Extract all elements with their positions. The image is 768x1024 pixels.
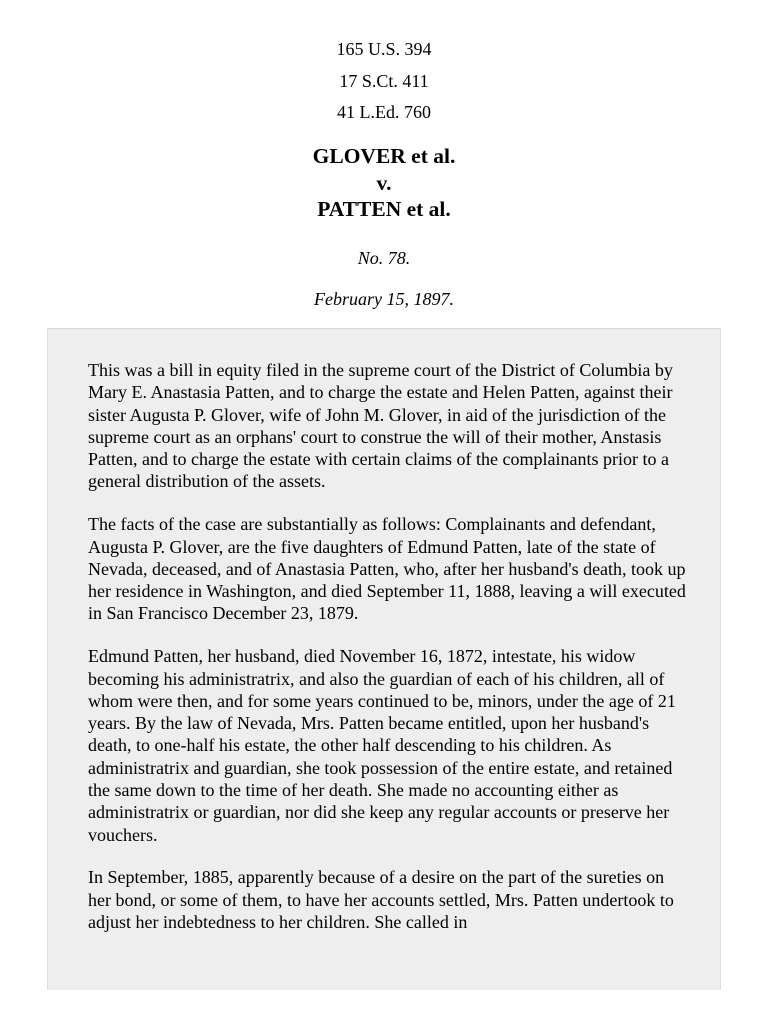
citation-supreme-court-reporter: 17 S.Ct. 411 [339,70,429,91]
case-title-respondent: PATTEN et al. [317,197,451,221]
case-title-petitioner: GLOVER et al. [312,144,456,168]
case-title-versus: v. [376,170,392,195]
opinion-text-panel [47,328,721,990]
opinion-paragraph: This was a bill in equity filed in the supreme court of the District of Columbia by Mary E. Anastasia Patten, and to charge the estate and Helen Patten, against their sister Augusta P. Glover, wife of John M. Glover, in aid of the jurisdiction of the supreme court as an orphans' court to construe the will of their mother, Anstasis Patten, and to charge the estate with certain claims of the complainants prior to a general distribution of the assets. [88,360,673,492]
opinion-paragraph: Edmund Patten, her husband, died November 16, 1872, intestate, his widow becoming his administratrix, and also the guardian of each of his children, all of whom were then, and for some years continued to be, minors, under the age of 21 years. By the law of Nevada, Mrs. Patten became entitled, upon her husband's death, to one-half his estate, the other half descending to his children. As administratrix and guardian, she took possession of the entire estate, and retained the same down to the time of her death. She made no accounting either as administratrix or guardian, nor did she keep any regular accounts or preserve her vouchers. [88,646,676,845]
decision-date: February 15, 1897. [314,289,454,309]
opinion-paragraph: The facts of the case are substantially as follows: Complainants and defendant, Augusta P. Glover, are the five daughters of Edmund Patten, late of the state of Nevada, deceased, and of Anastasia Patten, who, after her husband's death, took up her residence in Washington, and died September 11, 1888, leaving a will executed in San Francisco December 23, 1879. [88,514,686,624]
citation-list [0,34,768,129]
opinion-paragraph: In September, 1885, apparently because of a desire on the part of the sureties on her bond, or some of them, to have her accounts settled, Mrs. Patten undertook to adjust her indebtedness to her children. She called in [88,867,674,933]
citation-lawyers-edition: 41 L.Ed. 760 [337,102,431,122]
opinion-body [88,359,688,954]
case-title [0,143,768,223]
citation-us-reports: 165 U.S. 394 [336,39,432,59]
docket-number: No. 78. [357,248,411,268]
